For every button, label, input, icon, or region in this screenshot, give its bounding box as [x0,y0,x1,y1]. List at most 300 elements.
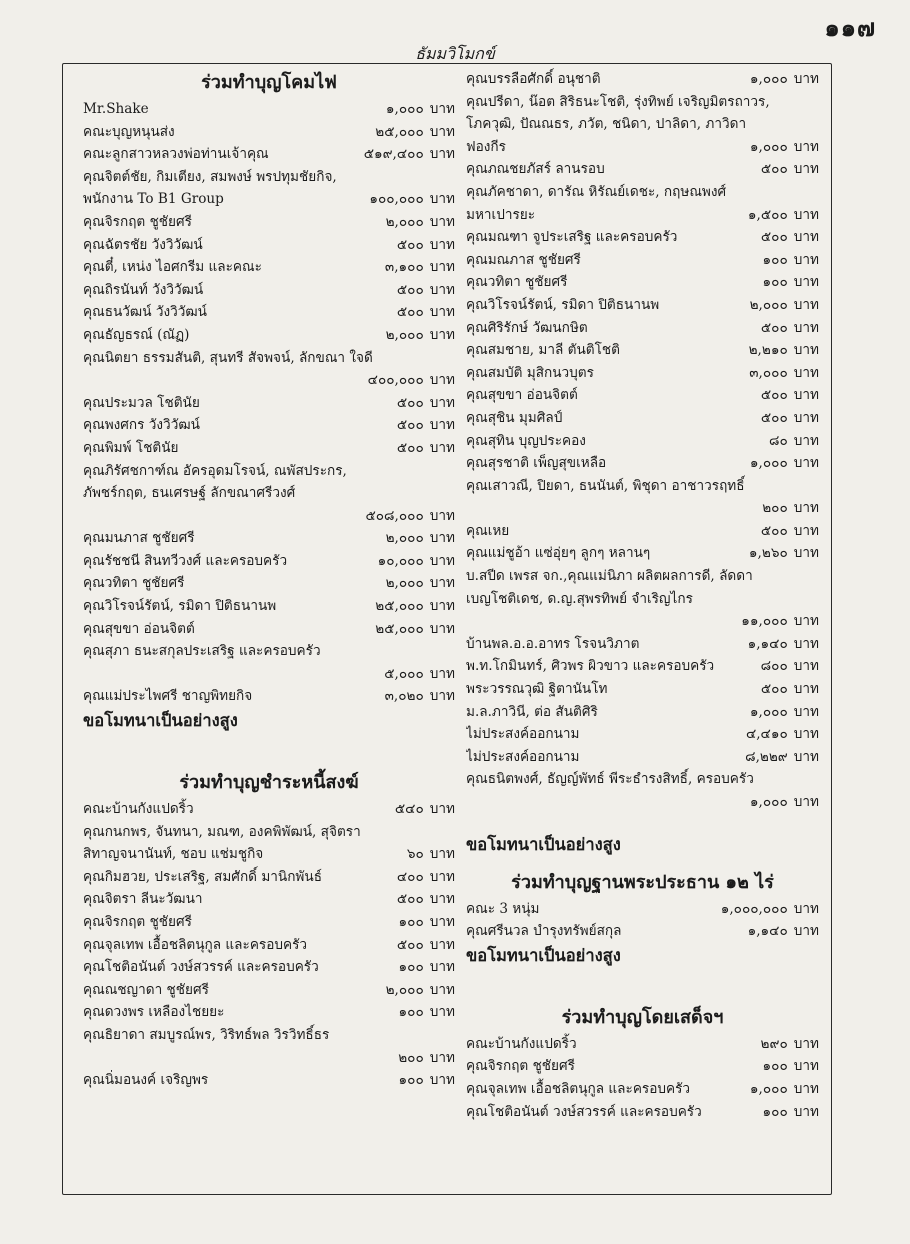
donor-name: คุณจิรกฤต ชูชัยศรี [466,1058,575,1075]
donor-name: คุณฉัตรชัย วังวิวัฒน์ [83,236,203,253]
currency-unit: บาท [429,914,455,930]
donation-amount [385,685,455,708]
amount-value: ๕๐๐ [396,236,424,253]
donor-name: คุณนิ่มอนงค์ เจริญพร [83,1072,209,1089]
donor-name: คุณวิโรจน์รัตน์, รมิดา ปิติธนานพ [466,296,660,313]
currency-unit: บาท [793,726,819,743]
currency-unit: บาท [429,101,455,117]
donation-amount [375,121,455,144]
donation-amount [386,979,455,1002]
donor-name: คุณสุชิน มุมศิลป์ [466,409,563,426]
donor-name: บ.สปีด เพรส จก.,คุณแม่นิภา ผลิตผลการดี, ลัดดา [466,568,753,585]
donor-entry [466,249,819,272]
donation-amount [762,497,819,520]
currency-unit: บาท [429,1072,455,1089]
left-column [83,68,455,1092]
amount-value: ๕๐๐ [760,387,788,404]
donation-amount [397,934,455,957]
donation-amount [397,392,455,415]
donation-amount [397,866,455,889]
amount-value: ๑,๐๐๐ [749,71,788,87]
currency-unit: บาท [429,372,455,389]
donor-entry [466,768,819,791]
donor-entry [83,256,455,279]
donor-entry [466,384,819,407]
donation-amount [748,920,819,943]
currency-unit: บาท [429,575,455,592]
currency-unit: บาท [793,522,819,539]
currency-unit: บาท [793,71,819,87]
donation-amount [761,407,819,430]
currency-unit: บาท [429,507,455,524]
donor-name: คุณกิมฮวย, ประเสริฐ, สมศักดิ์ มานิกพันธ์ [83,868,322,885]
currency-unit: บาท [793,794,819,810]
donor-name: คุณจิตรา ลีนะวัฒนา [83,891,203,908]
section-heading: ร่วมทำบุญชำระหนี้สงฆ์ [179,772,359,794]
donor-entry [83,911,455,934]
donor-name: คุณโชติอนันต์ วงษ์สวรรค์ และครอบครัว [83,959,319,976]
donor-name: คุณวิโรจน์รัตน์, รมิดา ปิติธนานพ [83,598,277,615]
donor-name: ฟองกีร [466,138,506,155]
donor-list [466,898,819,943]
amount-value: ๕๐๐ [396,304,424,321]
amount-value: ๑๐๐ [398,959,424,976]
donation-amount [721,898,819,921]
currency-unit: บาท [429,304,455,321]
donor-entry [466,362,819,385]
donor-name: คุณจุลเทพ เอื้อชลิตนุกูล และครอบครัว [466,1080,691,1097]
donor-name: พระวรรณวุฒิ ฐิตานันโท [466,681,608,698]
donor-entry [83,685,455,708]
donor-name: คณะลูกสาวหลวงพ่อท่านเจ้าคุณ [83,146,269,163]
closing-line: ขอโมทนาเป็นอย่างสูง [83,711,238,731]
amount-value: ๑๐๐,๐๐๐ [369,191,424,208]
amount-value: ๕๐๐ [760,319,788,336]
currency-unit: บาท [429,281,455,298]
donor-name: คุณพิมพ์ โชตินัย [83,439,179,456]
currency-unit: บาท [793,206,819,223]
donor-entry [83,1024,455,1047]
currency-unit: บาท [429,394,455,411]
donor-name: คุณถิรนันท์ วังวิวัฒน์ [83,281,204,298]
donation-amount [750,294,819,317]
donor-name: คุณสมบัติ มุสิกนวบุตร [466,364,594,381]
donation-amount [386,572,455,595]
donor-entry [83,640,455,663]
currency-unit: บาท [793,296,819,313]
amount-value: ๒,๒๑๐ [748,342,788,359]
currency-unit: บาท [793,613,819,630]
amount-value: ๒๐๐ [762,500,788,517]
currency-unit: บาท [793,319,819,336]
donation-amount [399,1069,455,1092]
donor-entry [83,166,455,189]
donor-entry [466,701,819,724]
donor-entry [83,414,455,437]
currency-unit: บาท [793,274,819,291]
amount-value: ๕๐๐ [396,281,424,298]
donor-entry [466,678,819,701]
donor-entry [83,369,455,392]
currency-unit: บาท [793,545,819,562]
currency-unit: บาท [429,417,455,434]
amount-value: ๑,๐๐๐ [749,794,788,810]
donor-name: คุณวทิตา ชูชัยศรี [466,274,568,291]
donor-name: คุณโชติอนันต์ วงษ์สวรรค์ และครอบครัว [466,1103,702,1120]
donation-amount [369,188,455,211]
donation-amount [769,430,819,453]
currency-unit: บาท [429,552,455,569]
amount-value: ๕๔๐ [394,801,424,818]
donor-entry [466,226,819,249]
currency-unit: บาท [429,326,455,343]
currency-unit: บาท [429,665,455,682]
donation-amount [399,911,455,934]
donor-entry [83,301,455,324]
donation-amount [741,610,819,633]
donation-amount [763,249,819,272]
donor-name: ไม่ประสงค์ออกนาม [466,726,580,743]
donation-amount [761,678,819,701]
amount-value: ๑,๐๐๐ [385,101,424,117]
donor-list [466,68,819,814]
donor-name: คุณภิรัศชกาฑ์ณ อัครอุดมโรจน์, ณพัสประกร, [83,462,347,479]
donation-amount [749,339,819,362]
amount-value: ๑,๕๐๐ [747,206,788,223]
donation-amount [397,301,455,324]
donor-entry [466,113,819,136]
amount-value: ๘,๒๒๙ [745,748,788,765]
donation-amount [397,888,455,911]
donor-name: คุณจุลเทพ เอื้อชลิตนุกูล และครอบครัว [83,936,308,953]
donor-name: คุณเหย [466,522,510,539]
donor-name: มหาเปารยะ [466,206,536,223]
donor-name: คุณประมวล โชตินัย [83,394,200,411]
amount-value: ๒๕,๐๐๐ [375,598,424,615]
amount-value: ๑๐๐ [762,1058,788,1075]
amount-value: ๒,๐๐๐ [385,530,424,547]
donation-amount [375,595,455,618]
currency-unit: บาท [793,409,819,426]
donor-entry [83,143,455,166]
donor-entry [83,505,455,528]
donation-amount [384,663,455,686]
donor-entry [466,588,819,611]
donor-entry [466,655,819,678]
currency-unit: บาท [793,138,819,155]
amount-value: ๑,๐๐๐,๐๐๐ [720,900,788,917]
donor-name: Mr.Shake [83,101,149,117]
amount-value: ๑๐,๐๐๐ [377,552,424,569]
donor-entry [83,866,455,889]
donor-name: คณะบ้านกังแปดริ้ว [466,1035,577,1052]
donor-entry [83,347,455,370]
donation-amount [375,618,455,641]
currency-unit: บาท [429,959,455,976]
currency-unit: บาท [429,259,455,276]
donor-entry [83,663,455,686]
currency-unit: บาท [793,229,819,246]
donor-entry [83,550,455,573]
amount-value: ๒,๐๐๐ [385,213,424,230]
currency-unit: บาท [429,213,455,230]
donor-entry [466,746,819,769]
donor-name: คุณตี๋, เหน่ง ไอศกรีม และคณะ [83,259,262,276]
amount-value: ๑๐๐ [762,251,788,268]
currency-unit: บาท [429,598,455,615]
donor-list [466,1033,819,1123]
donor-entry [83,821,455,844]
amount-value: ๕๐๐ [396,891,424,908]
donor-name: คุณธัญธรณ์ (ณัฏ) [83,326,190,343]
donor-entry [466,1078,819,1101]
donation-amount [397,414,455,437]
donor-entry [83,979,455,1002]
donor-name: คุณปรีดา, น๊อต สิริธนะโชติ, รุ่งทิพย์ เจริญมิตรถาวร, [466,93,770,110]
amount-value: ๔๐๐ [396,868,424,885]
donor-name: คุณจิรกฤต ชูชัยศรี [83,213,192,230]
donation-amount [761,158,819,181]
donor-name: คุณศรีนวล บำรุงทรัพย์สกุล [466,923,622,940]
donor-name: คุณสุภา ธนะสกุลประเสริฐ และครอบครัว [83,643,321,660]
amount-value: ๑,๐๐๐ [749,1080,788,1097]
amount-value: ๓,๑๐๐ [384,259,424,276]
currency-unit: บาท [429,846,455,863]
donor-entry [83,482,455,505]
donor-entry [466,91,819,114]
donor-entry [466,158,819,181]
amount-value: ๖๐ [406,846,424,863]
currency-unit: บาท [793,500,819,517]
amount-value: ๒,๐๐๐ [385,326,424,343]
donor-name: คุณสุรชาติ เพ็ญสุขเหลือ [466,455,607,472]
donor-entry [466,1055,819,1078]
donation-amount [763,1055,819,1078]
amount-value: ๒,๐๐๐ [385,981,424,998]
donor-name: สิทาญจนานันท์, ชอบ แช่มชูกิจ [83,846,264,863]
donation-amount [749,362,819,385]
donor-entry [466,407,819,430]
amount-value: ๑,๐๐๐ [749,703,788,720]
donor-entry [466,633,819,656]
donor-entry [466,520,819,543]
currency-unit: บาท [793,1080,819,1097]
donation-amount [750,68,819,91]
amount-value: ๔,๔๑๐ [745,726,788,743]
amount-value: ๒,๐๐๐ [385,575,424,592]
donor-entry [83,1069,455,1092]
donor-name: คุณจิรกฤต ชูชัยศรี [83,914,192,930]
donor-entry [466,452,819,475]
donor-entry [83,618,455,641]
donation-amount [407,843,455,866]
currency-unit: บาท [793,635,819,652]
amount-value: ๔๐๐,๐๐๐ [367,372,424,389]
amount-value: ๕๐๘,๐๐๐ [365,507,424,524]
donation-amount [761,1033,819,1056]
donation-amount [397,279,455,302]
currency-unit: บาท [429,1004,455,1021]
currency-unit: บาท [793,1103,819,1120]
donor-name: คุณมณภาส ชูชัยศรี [466,251,581,268]
currency-unit: บาท [429,891,455,908]
donor-entry [466,430,819,453]
donation-amount [748,633,819,656]
donor-name: คุณมณฑา จูประเสริฐ และครอบครัว [466,229,678,246]
donation-amount [368,369,455,392]
currency-unit: บาท [429,146,455,163]
donation-amount [761,317,819,340]
donor-entry [466,542,819,565]
donor-entry [83,98,455,121]
donor-name: คุณสุขขา อ่อนจิตต์ [466,387,578,404]
donor-name: คุณธิยาดา สมบูรณ์พร, วิริทธ์พล วิรวิทธิ์ธร [83,1026,330,1043]
donor-entry [466,565,819,588]
currency-unit: บาท [793,251,819,268]
donation-amount [378,550,455,573]
amount-value: ๒๐๐ [398,1049,424,1066]
currency-unit: บาท [429,191,455,208]
donor-name: คุณพงศกร วังวิวัฒน์ [83,417,200,434]
donation-amount [750,136,819,159]
currency-unit: บาท [793,748,819,765]
donor-name: พ.ท.โกมินทร์, ศิวพร ผิวขาว และครอบครัว [466,658,715,675]
donation-amount [397,234,455,257]
amount-value: ๕๐๐ [760,409,788,426]
amount-value: ๑,๐๐๐ [749,138,788,155]
currency-unit: บาท [429,439,455,456]
donation-amount [750,791,819,814]
donor-name: คุณกนกพร, จันทนา, มณฑ, องคพิพัฒน์, สุจิตรา [83,823,361,840]
currency-unit: บาท [793,923,819,940]
donation-amount [386,527,455,550]
currency-unit: บาท [429,801,455,818]
donation-amount [398,1047,455,1070]
donor-entry [466,497,819,520]
currency-unit: บาท [793,658,819,675]
donor-name: พนักงาน To B1 Group [83,191,224,208]
donor-entry [83,934,455,957]
currency-unit: บาท [429,936,455,953]
donation-amount [399,1001,455,1024]
currency-unit: บาท [793,681,819,698]
donation-amount [395,798,455,821]
donor-entry [466,136,819,159]
page-number: ๑๑๗ [824,13,876,42]
donor-entry [466,204,819,227]
section-heading: ร่วมทำบุญโดยเสด็จฯ [561,1006,724,1028]
donor-entry [83,888,455,911]
currency-unit: บาท [793,900,819,917]
currency-unit: บาท [793,455,819,472]
donor-entry [83,324,455,347]
donor-name: คุณสุขขา อ่อนจิตต์ [83,620,195,637]
running-header: ธัมมวิโมกข์ [415,44,495,63]
currency-unit: บาท [793,703,819,720]
donor-entry [83,188,455,211]
amount-value: ๒๕,๐๐๐ [375,123,424,140]
donor-name: คุณสมชาย, มาลี ตันติโชติ [466,342,620,359]
donation-amount [746,723,819,746]
amount-value: ๑,๒๖๐ [748,545,788,562]
donation-amount [763,1101,819,1124]
donor-name: คุณธนวัฒน์ วังวิวัฒน์ [83,304,207,321]
donor-name: คุณแม่ประไพศรี ชาญพิทยกิจ [83,688,253,705]
amount-value: ๑๑,๐๐๐ [741,613,788,630]
amount-value: ๕๐๐ [396,394,424,411]
section-heading: ร่วมทำบุญโคมไฟ [201,72,337,93]
donor-entry [466,1101,819,1124]
donor-entry [466,271,819,294]
donation-amount [761,226,819,249]
amount-value: ๑๐๐ [398,1004,424,1021]
amount-value: ๕๑๙,๔๐๐ [363,146,424,163]
donor-entry [466,791,819,814]
donor-entry [466,723,819,746]
amount-value: ๕,๐๐๐ [384,665,424,682]
donation-amount [397,437,455,460]
donor-entry [83,798,455,821]
currency-unit: บาท [793,364,819,381]
donation-amount [761,655,819,678]
donor-list [83,98,455,708]
amount-value: ๕๐๐ [760,161,788,178]
donor-entry [83,279,455,302]
donor-name: คุณบรรลือศักดิ์ อนุชาติ [466,71,601,87]
currency-unit: บาท [793,161,819,178]
donation-amount [761,520,819,543]
amount-value: ๒,๐๐๐ [749,296,788,313]
donation-amount [749,542,819,565]
amount-value: ๘๐๐ [760,658,788,675]
amount-value: ๑๐๐ [762,274,788,291]
donor-entry [466,317,819,340]
donor-entry [83,437,455,460]
donor-entry [83,595,455,618]
donor-name: คุณภณชยภัสร์ ลานรอบ [466,161,605,178]
donor-name: คุณแม่ชูอ้า แซ่อุ่ยๆ ลูกๆ หลานๆ [466,545,651,562]
donor-entry [466,68,819,91]
donor-entry [466,610,819,633]
donor-entry [83,121,455,144]
right-column [466,68,819,1123]
amount-value: ๑๐๐ [762,1103,788,1120]
donor-name: คุณมนภาส ชูชัยศรี [83,530,195,547]
donor-name: คุณภัคชาดา, ดารัณ หิรัณย์เดชะ, กฤษณพงศ์ [466,183,727,200]
currency-unit: บาท [429,688,455,705]
donor-name: คุณดวงพร เหลืองไชยยะ [83,1004,225,1021]
donation-amount [750,1078,819,1101]
donor-entry [83,527,455,550]
donor-name: คุณเสาวณี, ปิยดา, ธนนันต์, พิชุดา อาชาวรฤทธิ์ [466,477,745,494]
donor-entry [83,1001,455,1024]
currency-unit: บาท [793,1058,819,1075]
donor-name: ไม่ประสงค์ออกนาม [466,748,580,765]
amount-value: ๑,๑๔๐ [747,635,788,652]
amount-value: ๒๕,๐๐๐ [375,620,424,637]
amount-value: ๑๐๐ [398,914,424,930]
amount-value: ๕๐๐ [760,229,788,246]
section-heading: ร่วมทำบุญฐานพระประธาน ๑๒ ไร่ [511,871,774,893]
donor-name: คุณณชญาดา ชูชัยศรี [83,981,209,998]
closing-line: ขอโมทนาเป็นอย่างสูง [466,945,621,965]
donation-amount [386,98,455,121]
donor-entry [83,460,455,483]
amount-value: ๓,๐๒๐ [384,688,424,705]
donor-name: คณะบุญหนุนส่ง [83,123,175,140]
donor-entry [83,956,455,979]
amount-value: ๑,๐๐๐ [749,455,788,472]
